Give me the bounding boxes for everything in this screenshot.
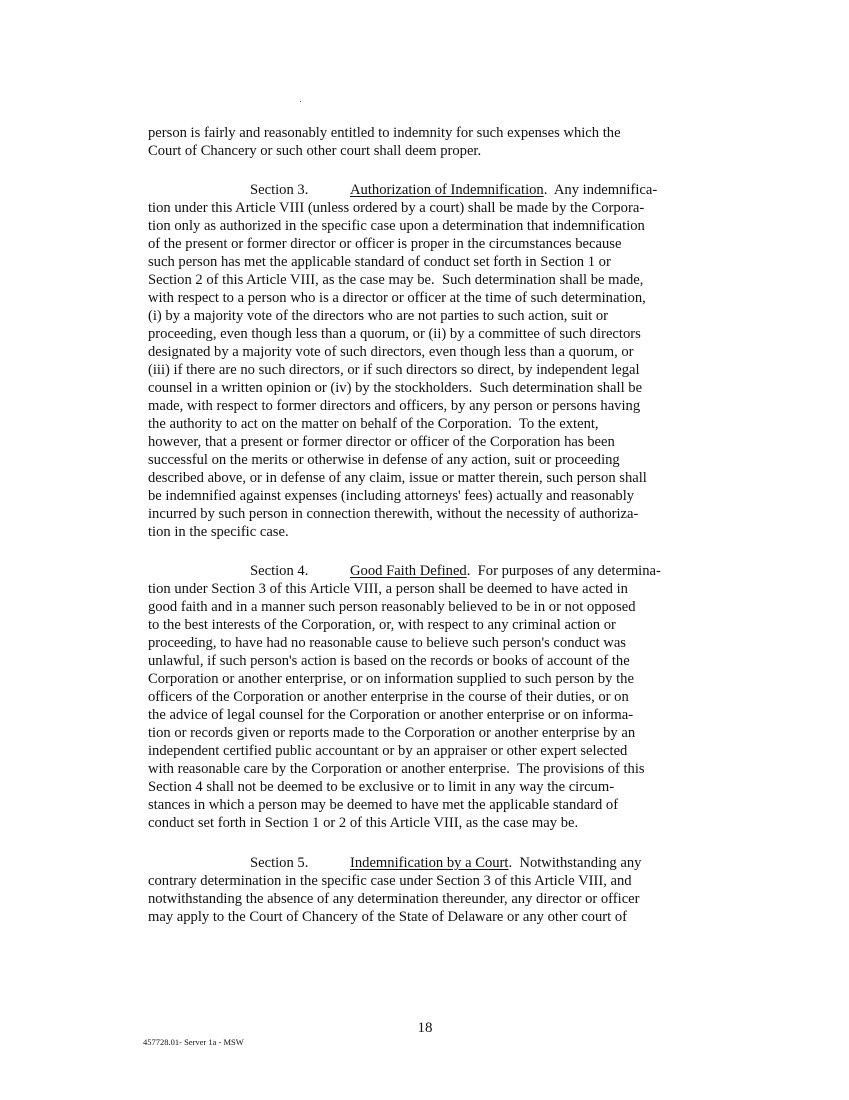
section-number: Section 5. [250, 855, 309, 871]
stray-mark [300, 101, 301, 102]
text-line: designated by a majority vote of such directors, even though less than a quorum, or [148, 344, 634, 360]
text-line: independent certified public accountant or by an appraiser or other expert selected [148, 743, 628, 759]
text-line: however, that a present or former director or officer of the Corporation has been [148, 434, 615, 450]
text-line: conduct set forth in Section 1 or 2 of this Article VIII, as the case may be. [148, 815, 579, 831]
text-line: (i) by a majority vote of the directors who are not parties to such action, suit or [148, 308, 608, 324]
heading-line-text: . Any indemnifica- [543, 182, 658, 198]
text-line: Corporation or another enterprise, or on information supplied to such person by the [148, 671, 634, 687]
text-line: stances in which a person may be deemed to have met the applicable standard of [148, 797, 619, 813]
text-line: with reasonable care by the Corporation or another enterprise. The provisions of this [148, 761, 645, 777]
text-line: with respect to a person who is a director or officer at the time of such determination, [148, 290, 646, 306]
footer-document-id: 457728.01- Server 1a - MSW [143, 1037, 244, 1047]
text-line: person is fairly and reasonably entitled to indemnity for such expenses which the [148, 125, 621, 141]
text-line: the advice of legal counsel for the Corporation or another enterprise or on informa- [148, 707, 634, 723]
text-line: tion under Section 3 of this Article VIII, a person shall be deemed to have acted in [148, 581, 628, 597]
text-line: the authority to act on the matter on behalf of the Corporation. To the extent, [148, 416, 599, 432]
section-title: Good Faith Defined [350, 563, 467, 579]
text-line: such person has met the applicable standard of conduct set forth in Section 1 or [148, 254, 611, 270]
section-title: Indemnification by a Court [350, 855, 509, 871]
text-line: contrary determination in the specific case under Section 3 of this Article VIII, and [148, 873, 632, 889]
section-number: Section 3. [250, 182, 309, 198]
text-line: proceeding, to have had no reasonable cause to believe such person's conduct was [148, 635, 626, 651]
heading-line-text: . Notwithstanding any [508, 855, 642, 871]
text-line: be indemnified against expenses (including attorneys' fees) actually and reasonably [148, 488, 635, 504]
text-line: tion or records given or reports made to the Corporation or another enterprise by an [148, 725, 636, 741]
heading-line-text: . For purposes of any determina- [466, 563, 661, 579]
section-number: Section 4. [250, 563, 309, 579]
text-line: good faith and in a manner such person reasonably believed to be in or not opposed [148, 599, 636, 615]
text-line: tion only as authorized in the specific case upon a determination that indemnification [148, 218, 645, 234]
section-5-heading-line [250, 854, 641, 872]
text-line: (iii) if there are no such directors, or if such directors so direct, by independent legal [148, 362, 640, 378]
section-3-heading-line [250, 181, 657, 199]
text-line: tion in the specific case. [148, 524, 289, 540]
text-line: counsel in a written opinion or (iv) by the stockholders. Such determination shall be [148, 380, 643, 396]
text-line: notwithstanding the absence of any determination thereunder, any director or officer [148, 891, 640, 907]
text-line: may apply to the Court of Chancery of the State of Delaware or any other court of [148, 909, 627, 925]
text-line: Section 2 of this Article VIII, as the case may be. Such determination shall be made, [148, 272, 644, 288]
text-line: described above, or in defense of any claim, issue or matter therein, such person shall [148, 470, 647, 486]
text-line: to the best interests of the Corporation, or, with respect to any criminal action or [148, 617, 616, 633]
text-line: Section 4 shall not be deemed to be exclusive or to limit in any way the circum- [148, 779, 615, 795]
text-line: successful on the merits or otherwise in defense of any action, suit or proceeding [148, 452, 620, 468]
text-line: made, with respect to former directors and officers, by any person or persons having [148, 398, 641, 414]
page-number: 18 [417, 1020, 433, 1036]
section-4-heading-line [250, 562, 661, 580]
text-line: tion under this Article VIII (unless ordered by a court) shall be made by the Corpora- [148, 200, 645, 216]
text-line: Court of Chancery or such other court shall deem proper. [148, 143, 482, 159]
text-line: of the present or former director or officer is proper in the circumstances because [148, 236, 622, 252]
text-line: incurred by such person in connection therewith, without the necessity of authoriza- [148, 506, 639, 522]
section-title: Authorization of Indemnification [350, 182, 544, 198]
text-line: unlawful, if such person's action is based on the records or books of account of the [148, 653, 630, 669]
text-line: proceeding, even though less than a quorum, or (ii) by a committee of such directors [148, 326, 641, 342]
text-line: officers of the Corporation or another enterprise in the course of their duties, or on [148, 689, 629, 705]
